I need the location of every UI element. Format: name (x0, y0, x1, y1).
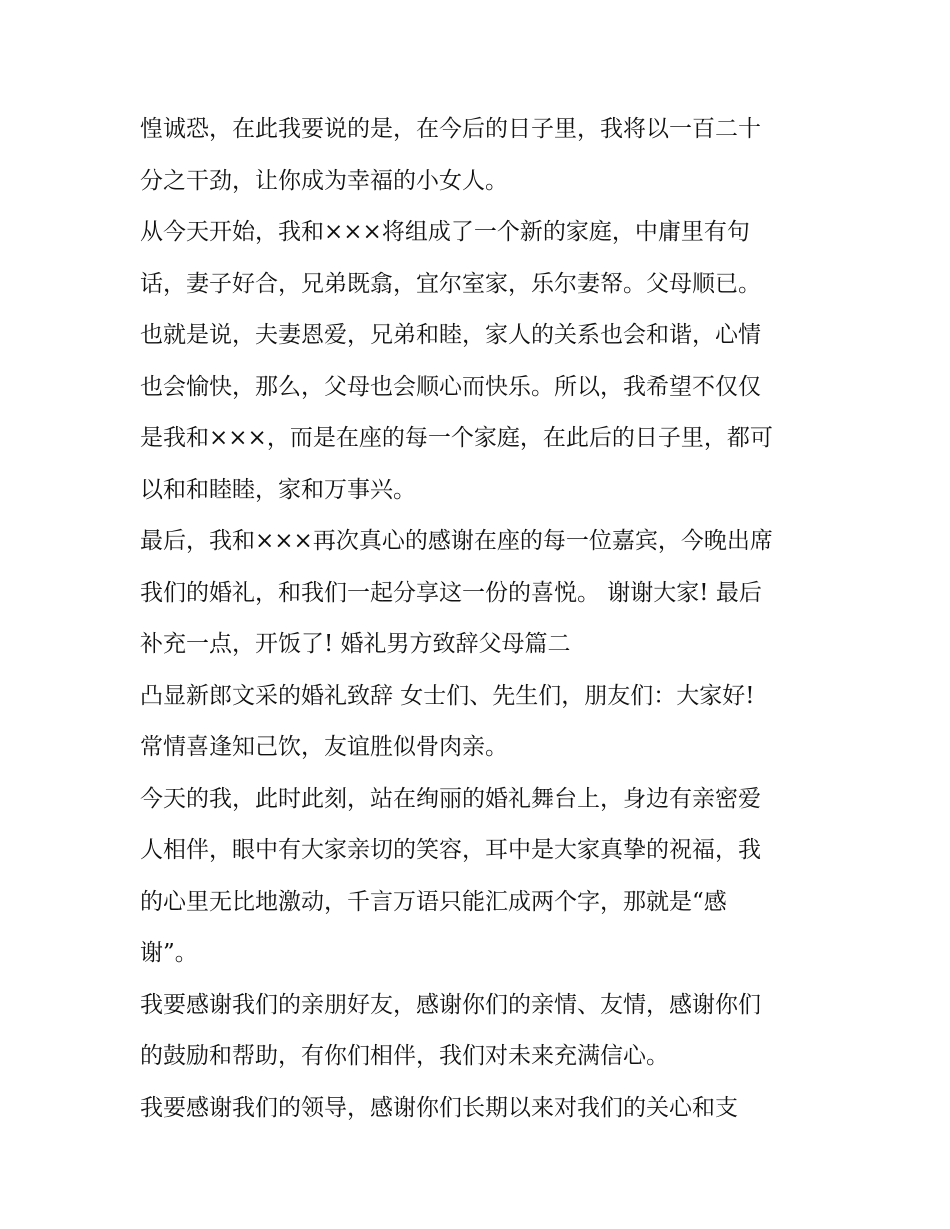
text-line: 的鼓励和帮助，有你们相伴，我们对未来充满信心。 (140, 1043, 669, 1069)
text-line: 我要感谢我们的亲朋好友，感谢你们的亲情、友情，感谢你们 (140, 991, 761, 1018)
text-line: 补充一点，开饭了! 婚礼男方致辞父母篇二 (140, 631, 571, 657)
text-line: 也会愉快，那么，父母也会顺心而快乐。所以，我希望不仅仅 (140, 373, 761, 400)
text-line: 我们的婚礼，和我们一起分享这一份的喜悦。 谢谢大家! 最后 (140, 579, 762, 606)
text-line: 人相伴，眼中有大家亲切的笑容，耳中是大家真挚的祝福，我 (140, 837, 761, 863)
text-line: 我要感谢我们的领导，感谢你们长期以来对我们的关心和支 (140, 1094, 738, 1121)
text-line: 从今天开始，我和×××将组成了一个新的家庭，中庸里有句 (140, 219, 750, 245)
text-line: 分之干劲，让你成为幸福的小女人。 (140, 167, 508, 194)
text-line: 也就是说，夫妻恩爱，兄弟和睦，家人的关系也会和谐，心情 (140, 322, 761, 348)
text-line: 最后，我和×××再次真心的感谢在座的每一位嘉宾，今晚出席 (140, 528, 773, 554)
text-line: 凸显新郎文采的婚礼致辞 女士们、先生们，朋友们：大家好! (140, 682, 755, 709)
text-line: 常情喜逢知己饮，友谊胜似骨肉亲。 (140, 734, 508, 760)
text-line: 以和和睦睦，家和万事兴。 (140, 476, 416, 503)
text-line: 惶诚恐，在此我要说的是，在今后的日子里，我将以一百二十 (140, 116, 761, 142)
text-line: 话，妻子好合，兄弟既翕，宜尔室家，乐尔妻帑。父母顺已。 (140, 270, 761, 297)
body-text (140, 104, 820, 1134)
text-line: 谢”。 (140, 940, 198, 966)
text-line: 是我和×××，而是在座的每一个家庭，在此后的日子里，都可 (140, 425, 773, 451)
text-line: 今天的我，此时此刻，站在绚丽的婚礼舞台上，身边有亲密爱 (140, 785, 761, 812)
text-line: 的心里无比地激动，千言万语只能汇成两个字，那就是“感 (140, 888, 727, 915)
